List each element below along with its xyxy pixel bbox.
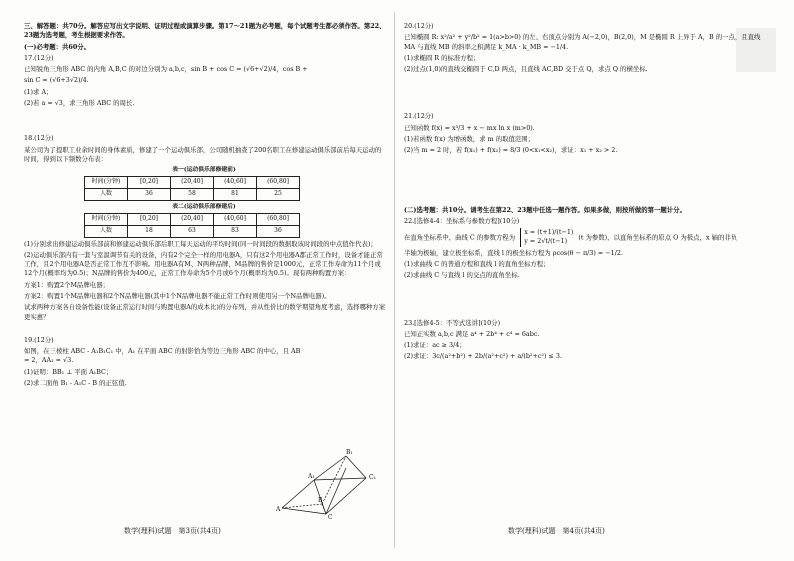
table-row: 人数 36 58 81 25	[85, 189, 300, 201]
table-row: 人数 18 63 83 36	[85, 225, 300, 237]
table-before	[84, 176, 300, 200]
q21-sub2: (2)当 m = 2 时，若 f(x₁) + f(x₂) = 8/3 (0<x₁<x₂)，求证：x₁ + x₂ > 2.	[404, 146, 618, 155]
q18-p4: 试求两种方案各自设备性能(设备正常运行时间与购置电器A的成本比)的分布列，并从性价比的数学期望角度考虑，选择哪种方案更实惠？	[24, 303, 386, 321]
table-after	[84, 213, 300, 237]
q23-sub1: (1)求证：ac ≥ 3/4；	[404, 341, 466, 350]
q20-sub2: (2)过点(1,0)的直线交椭圆于 C,D 两点，且直线 AC,BD 交于点 Q，求点 Q 的横坐标.	[404, 65, 648, 74]
q18-p3: (2)运动俱乐部内有一套与室温调节有关的设备，内有2个完全一样的用电器A，只有这2个用电器A都正常工作时，设备才能正常工作，且2个用电器A是否正常工作互不影响。用电器A有M、N两种品牌，M品牌的售价是1000元，正常工作寿命为11个月或12个月(概率均为0.5)；N品牌的售价为400元，正常工作寿命为5个月或6个月(概率均为0.5)。现有两种购置方案：	[24, 250, 383, 278]
q19-head: 19.(12分)	[24, 335, 54, 344]
q20-p1: 已知椭圆 R: x²/a² + y²/b² = 1(a>b>0) 的左、右顶点分别为 A(−2,0)，B(2,0)，M 是椭圆 R 上异于 A，B 的一点，且直线 MA 与直线 MB 的斜率之积满足 k_MA · k_MB = −1/4.	[404, 33, 761, 51]
table2-caption: 表二(运动俱乐部修建后)	[172, 203, 236, 210]
table-row: 时间(分钟) [0,20] (20,40] (40,60] (60,80]	[85, 214, 300, 226]
label-A1: A₁	[308, 473, 315, 480]
q18-p1: 某公司为了提职工业余时间的身体素质，修建了一个运动俱乐部，公司随机抽查了200名职工在修建运动俱乐部前后每天运动的时间，得到以下频数分布表：	[24, 145, 382, 163]
label-C: C	[328, 514, 333, 520]
q22-sub2: (2)求曲线 C 与直线 l 的交点的直角坐标.	[404, 271, 520, 280]
q22-p1b: (t 为参数)，以直角坐标系的原点 O 为极点，x 轴的非负	[578, 233, 738, 242]
q22-head: 22.[选修4-4：坐标系与参数方程](10分)	[404, 216, 520, 225]
q21-p1: 已知函数 f(x) = x³/3 + x − mx ln x (m>0).	[404, 123, 535, 132]
prism-figure	[270, 448, 382, 520]
q17-sub2: (2)若 a = √3，求三角形 ABC 的周长.	[24, 98, 135, 107]
q18-head: 18.(12分)	[24, 134, 54, 143]
edge-A-C	[282, 508, 326, 514]
q21-sub1: (1)若函数 f(x) 为增函数，求 m 的取值范围；	[404, 134, 535, 143]
q19-sub2: (2)求二面角 B₁ - A₁C - B 的正弦值.	[24, 379, 127, 387]
edge-B1-C1	[346, 456, 366, 478]
edge-C-B1	[326, 468, 346, 514]
edge-A1-B1	[314, 456, 346, 480]
edge-A-B	[282, 504, 322, 508]
q17-line1: 已知锐角三角形 ABC 的内角 A,B,C 的对边分别为 a,b,c，sin B + cos C = (√6+√2)/4，cos B +	[24, 65, 308, 74]
required-label: (一)必考题：共60分。	[24, 42, 91, 51]
param-equation	[520, 228, 573, 247]
q23-head: 23.[选修4-5：不等式选讲](10分)	[404, 318, 501, 327]
q20-head: 20.(12分)	[404, 22, 434, 30]
left-page	[24, 22, 386, 390]
q22-sub1: (1)求曲线 C 的普通方程和直线 l 的直角坐标方程；	[404, 259, 550, 268]
q22-p2: 半轴为极轴，建立极坐标系，直线 l 的极坐标方程为 ρcos(θ − π/3) = −1/2.	[404, 248, 623, 257]
q18-p2: (1)分别求出修建运动俱乐部前和修建运动俱乐部后职工每天运动的平均时间(同一时间段的数据取该时间段的中点值作代表)；	[24, 239, 377, 248]
q22-p1: 在直角坐标系中，曲线 C 的参数方程为	[404, 233, 516, 242]
page-footer-left: 数学(理科)试题 第3页(共4页)	[124, 527, 221, 535]
param-eq-x: x = (t+1)/(t−1)	[524, 228, 574, 237]
table-row: 时间(分钟) [0,20] (20,40] (40,60] (60,80]	[85, 177, 300, 189]
param-eq-y: y = 2√t/(t−1)	[524, 237, 568, 246]
edge-A1-C1	[314, 478, 366, 480]
q20-sub1: (1)求椭圆 R 的标准方程；	[404, 53, 480, 62]
optional-header: (二)选考题：共10分。请考生在第22、23题中任选一题作答。如果多做，则按所做的第一题计分。	[404, 205, 686, 214]
label-A: A	[276, 506, 281, 513]
q19-p1: 如图，在三棱柱 ABC - A₁B₁C₁ 中，A₁ 在平面 ABC 的射影恰为等边三角形 ABC 的中心，且 AB = 2，AA₁ = √3.	[24, 347, 301, 365]
q17-sub1: (1)求 A；	[24, 87, 53, 96]
q23-p1: 已知正实数 a,b,c 满足 a⁴ + 2b⁴ + c⁴ = 6abc.	[404, 329, 540, 338]
label-B1: B₁	[346, 449, 353, 456]
page-divider	[394, 12, 395, 548]
edge-B-B1	[322, 456, 346, 504]
right-page	[404, 22, 770, 364]
q18-plan1: 方案1：购置2个M品牌电器；	[24, 280, 109, 289]
q18-plan2: 方案2：购置1个M品牌电器和2个N品牌电器(其中1个N品牌电器不能正常工作时则使用另一个N品牌电器)。	[24, 292, 331, 301]
section3-header: 三、解答题：共70分。解答应写出文字说明、证明过程或演算步骤。第17～21题为必考题，每个试题考生都必须作答。第22、23题为选考题，考生根据要求作答。	[24, 22, 386, 40]
q17-line2: sin C = (√6+3√2)/4.	[24, 76, 89, 85]
page-footer-right: 数学(理科)试题 第4页(共4页)	[508, 527, 605, 535]
q21-head: 21.(12分)	[404, 112, 434, 121]
q17-head: 17.(12分)	[24, 53, 54, 62]
label-C1: C₁	[369, 474, 376, 481]
edge-A-A1	[282, 480, 314, 508]
table1-caption: 表一(运动俱乐部修建前)	[172, 167, 236, 174]
label-B: B	[318, 497, 323, 504]
q19-sub1: (1)证明：BB₁ ⊥ 平面 A₁BC；	[24, 367, 113, 376]
q23-sub2: (2)求证：3c/(a²+b²) + 2b/(a²+c²) + a/(b²+c²) ≤ 3.	[404, 352, 562, 361]
